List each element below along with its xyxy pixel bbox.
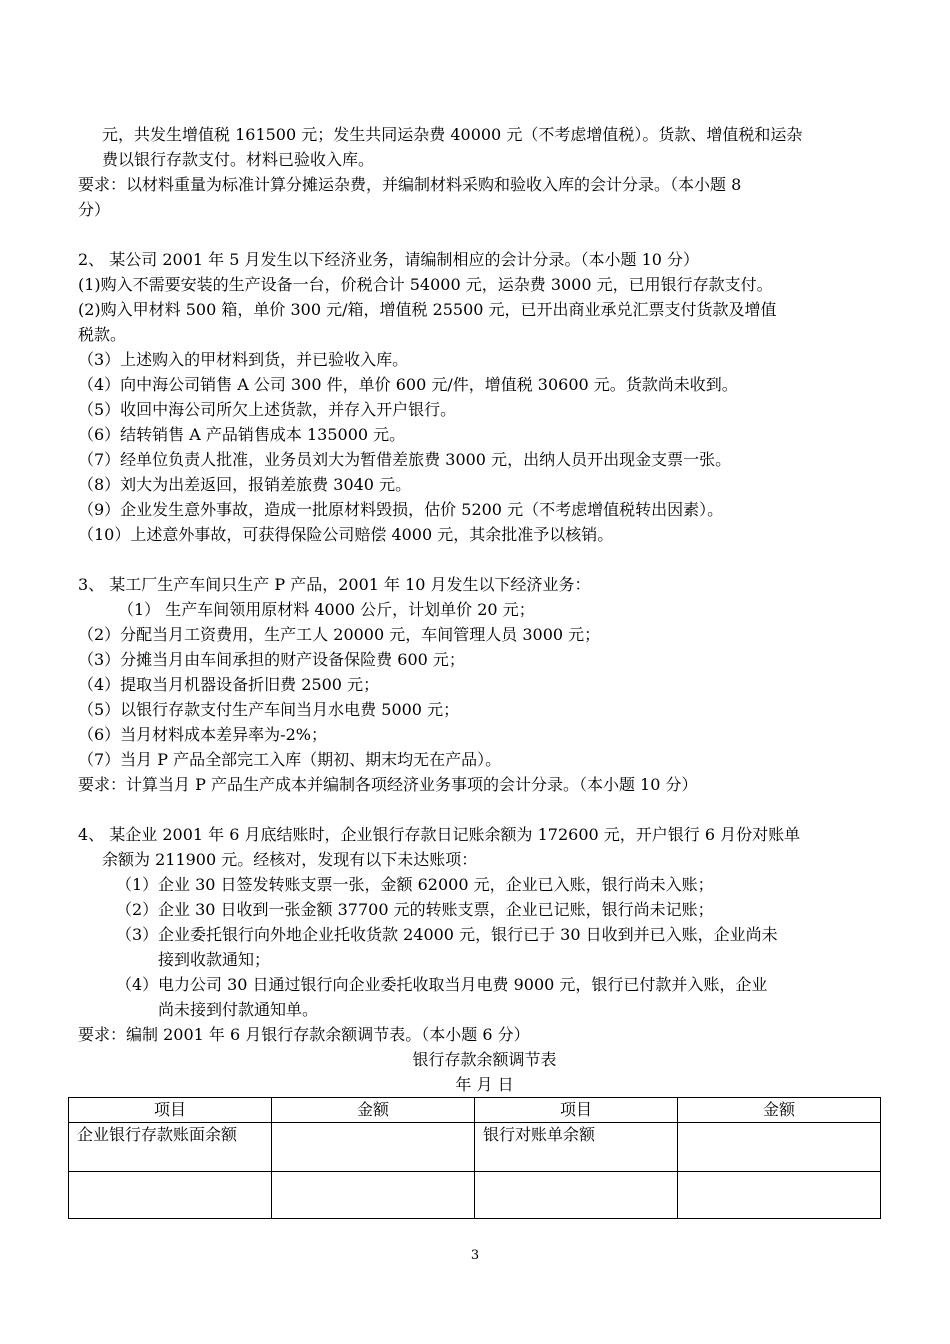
item-number: （1） xyxy=(116,875,159,894)
table-cell: 银行对账单余额 xyxy=(475,1123,678,1172)
list-item: （5）以银行存款支付生产车间当月水电费 5000 元； xyxy=(78,700,460,719)
list-item: (2)购入甲材料 500 箱，单价 300 元/箱，增值税 25500 元，已开出商业承兑汇票支付货款及增值 xyxy=(78,300,777,319)
table-header-row xyxy=(69,1098,881,1123)
table-cell xyxy=(475,1172,678,1219)
table-row xyxy=(69,1172,881,1219)
table-date: 年 月 日 xyxy=(455,1075,514,1094)
list-item xyxy=(78,972,878,997)
item-number: （3） xyxy=(116,925,159,944)
document-body xyxy=(78,122,878,1219)
list-item xyxy=(78,897,878,922)
list-item: （10）上述意外事故，可获得保险公司赔偿 4000 元，其余批准予以核销。 xyxy=(78,525,614,544)
column-header: 金额 xyxy=(678,1098,881,1123)
list-item: （4）向中海公司销售 A 公司 300 件，单价 600 元/件，增值税 30600 元。货款尚未收到。 xyxy=(78,375,738,394)
page-number: 3 xyxy=(470,1248,480,1263)
question-4-title: 余额为 211900 元。经核对，发现有以下未达账项： xyxy=(102,850,478,869)
list-item xyxy=(78,872,878,897)
table-title: 银行存款余额调节表 xyxy=(412,1050,557,1069)
table-cell xyxy=(678,1123,881,1172)
list-item: （2）分配当月工资费用，生产工人 20000 元，车间管理人员 3000 元； xyxy=(78,625,601,644)
list-item: （9）企业发生意外事故，造成一批原材料毁损，估价 5200 元（不考虑增值税转出因素）。 xyxy=(78,500,724,519)
requirement-text: 要求：编制 2001 年 6 月银行存款余额调节表。（本小题 6 分） xyxy=(78,1025,530,1044)
list-item: （5）收回中海公司所欠上述货款，并存入开户银行。 xyxy=(78,400,457,419)
column-header: 项目 xyxy=(69,1098,272,1123)
list-item: （3）上述购入的甲材料到货，并已验收入库。 xyxy=(78,350,409,369)
list-item: （1） 生产车间领用原材料 4000 公斤，计划单价 20 元； xyxy=(118,600,535,619)
list-item: （3）分摊当月由车间承担的财产设备保险费 600 元； xyxy=(78,650,465,669)
question-2-title: 2、 某公司 2001 年 5 月发生以下经济业务，请编制相应的会计分录。（本小题 10 分） xyxy=(78,250,700,269)
list-item: 税款。 xyxy=(78,325,127,344)
question-3-title: 3、 某工厂生产车间只生产 P 产品，2001 年 10 月发生以下经济业务： xyxy=(78,575,591,594)
table-row xyxy=(69,1123,881,1172)
item-number: （4） xyxy=(116,975,159,994)
item-text: 电力公司 30 日通过银行向企业委托收取当月电费 9000 元，银行已付款并入账，企业 xyxy=(158,975,768,994)
reconciliation-table xyxy=(68,1097,881,1219)
table-cell xyxy=(678,1172,881,1219)
list-item: （7）当月 P 产品全部完工入库（期初、期末均无在产品）。 xyxy=(78,750,502,769)
item-text: 企业 30 日收到一张金额 37700 元的转账支票，企业已记账，银行尚未记账； xyxy=(158,900,714,919)
question-4-title: 4、 某企业 2001 年 6 月底结账时，企业银行存款日记账余额为 172600 元，开户银行 6 月份对账单 xyxy=(78,825,801,844)
intro-line: 费以银行存款支付。材料已验收入库。 xyxy=(102,150,375,169)
table-cell xyxy=(272,1123,475,1172)
item-text-continued: 接到收款通知； xyxy=(158,950,271,969)
list-item: (1)购入不需要安装的生产设备一台，价税合计 54000 元，运杂费 3000 元，已用银行存款支付。 xyxy=(78,275,773,294)
column-header: 项目 xyxy=(475,1098,678,1123)
intro-line: 元，共发生增值税 161500 元；发生共同运杂费 40000 元（不考虑增值税）。货款、增值税和运杂 xyxy=(102,125,803,144)
list-item: （4）提取当月机器设备折旧费 2500 元； xyxy=(78,675,380,694)
list-item xyxy=(78,922,878,947)
list-item: （7）经单位负责人批准，业务员刘大为暂借差旅费 3000 元，出纳人员开出现金支票一张。 xyxy=(78,450,732,469)
list-item: （8）刘大为出差返回，报销差旅费 3040 元。 xyxy=(78,475,412,494)
table-cell: 企业银行存款账面余额 xyxy=(69,1123,272,1172)
column-header: 金额 xyxy=(272,1098,475,1123)
requirement-text: 要求：计算当月 P 产品生产成本并编制各项经济业务事项的会计分录。（本小题 10 分） xyxy=(78,775,698,794)
item-number: （2） xyxy=(116,900,159,919)
item-text: 企业委托银行向外地企业托收货款 24000 元，银行已于 30 日收到并已入账，企业尚未 xyxy=(158,925,778,944)
list-item: （6）结转销售 A 产品销售成本 135000 元。 xyxy=(78,425,406,444)
table-cell xyxy=(69,1172,272,1219)
list-item: （6）当月材料成本差异率为-2%； xyxy=(78,725,327,744)
item-text: 企业 30 日签发转账支票一张，金额 62000 元，企业已入账，银行尚未入账； xyxy=(158,875,714,894)
item-text-continued: 尚未接到付款通知单。 xyxy=(158,1000,319,1019)
requirement-text: 分） xyxy=(78,200,111,219)
table-cell xyxy=(272,1172,475,1219)
requirement-text: 要求：以材料重量为标准计算分摊运杂费，并编制材料采购和验收入库的会计分录。（本小题 8 xyxy=(78,175,742,194)
